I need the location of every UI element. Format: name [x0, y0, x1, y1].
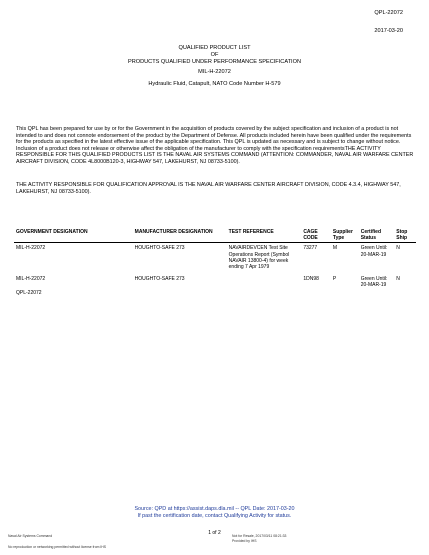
- cell-supplier: P: [332, 276, 337, 283]
- title-line-3: PRODUCTS QUALIFIED UNDER PERFORMANCE SPECIFICATION: [127, 59, 301, 65]
- cell-mfr: HOUGHTO-SAFE 273: [134, 276, 185, 283]
- qpl-table: [14, 228, 416, 293]
- col-supplier-type: Supplier Type: [331, 228, 359, 243]
- cell-cert: Green Until: 20-MAR-19: [360, 276, 388, 289]
- col-certified-status: Certified Status: [359, 228, 395, 243]
- title-line-2: OF: [210, 52, 219, 58]
- cell-cage: 73277: [303, 245, 318, 252]
- source-line: Source: QPD at https://assist.daps.dla.mil -- QPL Date: 2017-03-20: [134, 506, 295, 512]
- table-row: [14, 274, 416, 292]
- cell-test: NAVAIRDEVCEN Test Site Operations Report (Symbol NAVAIR 13800-4) for week ending 7 Apr 1979: [228, 245, 290, 271]
- activity-paragraph: THE ACTIVITY RESPONSIBLE FOR QUALIFICATION APPROVAL IS THE NAVAL AIR WARFARE CENTER AIRCRAFT DIVISION, CODE 4.3.4, HIGHWAY 547, LAKEHURST, NJ 08733-5100).: [16, 182, 401, 195]
- cell-cert: Green Until: 20-MAR-19: [360, 245, 388, 258]
- footer-right-2: Provided by IHS: [232, 539, 257, 543]
- cell-cage: 1DN98: [303, 276, 319, 283]
- col-stop-ship: Stop Ship: [394, 228, 416, 243]
- footer-left-1: Naval Air Systems Command: [8, 534, 53, 538]
- doc-date: 2017-03-20: [374, 28, 403, 34]
- intro-paragraph: This QPL has been prepared for use by or for the Government in the acquisition of products covered by the subject specification and inclusion of a product is not intended to and does not connote endorsement of the product by the Department of Defense. All products included herein have been qualified under the requirements for the products as specified in the latest effective issue of the applicable specification. This QPL is updated as necessary and is subject to change without notice. Inclusion of a product does not release or otherwise affect the obligation of the manufacturer to comply with the specification requirementsTHE ACTIVITY RESPONSIBLE FOR THIS QUALIFIED PRODUCTS LIST IS THE NAVAL AIR SYSTEMS COMMAND (ATTENTION: COMMANDER, NAVAL AIR WARFARE CENTER AIRCRAFT DIVISION, CODE 4L8000B120-3, HIGHWAY 547, LAKEHURST, NJ 08733-5100).: [16, 126, 414, 165]
- table-header-row: [14, 228, 416, 243]
- table-footer-id: QPL-22072: [16, 290, 42, 296]
- spec-number: MIL-H-22072: [198, 69, 231, 75]
- col-test-reference: TEST REFERENCE: [227, 228, 302, 243]
- col-gov-designation: GOVERNMENT DESIGNATION: [14, 228, 133, 243]
- col-mfr-designation: MANUFACTURER DESIGNATION: [133, 228, 227, 243]
- cell-supplier: M: [332, 245, 338, 252]
- cell-test: [227, 274, 302, 292]
- spec-subtitle: Hydraulic Fluid, Catapult, NATO Code Number H-579: [148, 81, 281, 87]
- col-cage-code: CAGE CODE: [301, 228, 331, 243]
- footer-right-1: Not for Resale, 2017/03/11 08:21:33: [232, 534, 287, 538]
- status-note: If past the certification date, contact Qualifying Activity for status.: [137, 513, 292, 519]
- footer-left-2: No reproduction or networking permitted without license from IHS: [8, 545, 106, 549]
- table-row: [14, 243, 416, 274]
- cell-gov: MIL-H-22072: [16, 276, 46, 283]
- cell-gov: MIL-H-22072: [16, 245, 46, 252]
- cell-stop: N: [396, 245, 400, 252]
- cell-mfr: HOUGHTO-SAFE 273: [134, 245, 185, 252]
- cell-stop: N: [396, 276, 400, 283]
- doc-id: QPL-22072: [374, 10, 403, 16]
- title-line-1: QUALIFIED PRODUCT LIST: [178, 45, 251, 51]
- page-number: 1 of 2: [208, 530, 221, 536]
